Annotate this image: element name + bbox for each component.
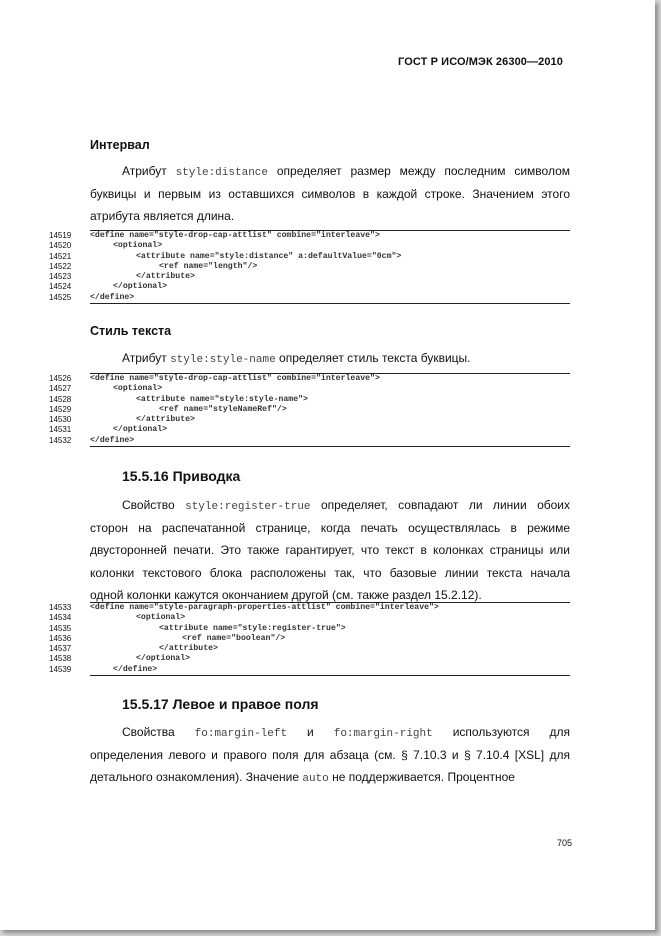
line-number: 14534 [49,613,72,623]
line-number: 14524 [49,282,72,292]
code-block-15-5-16 [49,602,570,676]
paragraph-text: двусторонней печати. Это также гарантирует, что текст в колонках страницы или [90,543,570,557]
paragraph-text: определяет стиль текста буквицы. [275,351,471,365]
code-line [49,633,570,644]
paragraph-line [90,494,570,517]
code-text: <optional> [113,384,163,394]
paragraph-text: Атрибут [122,351,171,365]
code-text: <attribute name="style:register-true"> [159,623,346,633]
code-line [49,394,570,405]
paragraph-line [90,347,570,370]
code-line [49,261,570,272]
paragraph-interval [90,160,570,228]
paragraph-line [90,539,570,562]
code-text: </define> [90,292,135,302]
paragraph-line [90,517,570,540]
code-line [49,425,570,435]
paragraph-line [90,160,570,183]
line-number: 14532 [49,435,72,445]
line-number: 14526 [49,374,72,383]
code-term: auto [302,773,329,785]
code-text: <ref name="length"/> [159,261,258,271]
paragraph-text: одной колонки кажутся окончанием другой (см. также раздел 15.2.12). [90,588,482,602]
code-line [49,613,570,623]
code-text: </define> [113,664,158,674]
line-number: 14519 [49,231,72,240]
paragraph-text: не поддерживается. Процентное [328,770,515,784]
line-number: 14535 [49,623,72,633]
paragraph-line [90,721,570,744]
code-text: <attribute name="style:distance" a:defaultValue="0cm"> [136,251,402,261]
code-text: </optional> [113,425,168,435]
line-number: 14538 [49,654,72,664]
code-line [49,404,570,415]
code-block-interval [49,230,570,304]
line-number: 14533 [49,603,72,612]
paragraph-line [90,744,570,767]
document-header: ГОСТ Р ИСО/МЭК 26300—2010 [398,56,563,68]
code-term: style:style-name [170,354,276,366]
code-text: <ref name="styleNameRef"/> [159,404,287,414]
paragraph-text: определяет, совпадают ли линии обоих [310,498,571,512]
code-text: <optional> [136,613,186,623]
code-line [49,415,570,425]
heading-interval: Интервал [90,138,150,152]
line-number: 14527 [49,384,72,394]
code-text: </attribute> [136,272,195,282]
paragraph-15-5-16 [90,494,570,607]
code-text: </optional> [136,654,191,664]
line-number: 14537 [49,644,72,654]
heading-15-5-17: 15.5.17 Левое и правое поля [122,696,319,712]
code-text: <ref name="boolean"/> [182,633,286,643]
line-number: 14529 [49,404,72,414]
line-number: 14530 [49,415,72,425]
code-line [49,251,570,262]
code-term: style:register-true [185,501,311,513]
code-line [49,231,570,241]
paragraph-line [90,766,570,789]
code-term: fo:margin-left [194,728,288,740]
line-number: 14520 [49,241,72,251]
code-text: </optional> [113,282,168,292]
code-text: </define> [90,435,135,445]
line-number: 14525 [49,292,72,302]
line-number: 14528 [49,394,72,404]
heading-15-5-16: 15.5.16 Приводка [122,468,241,484]
code-term: style:distance [175,167,268,179]
paragraph-text: Свойство [122,498,186,512]
code-line [49,603,570,613]
paragraph-line [90,562,570,585]
paragraph-text: сторон на распечатанной странице, когда печать осуществлялась в режиме [90,520,570,535]
code-line [49,374,570,384]
paragraph-text: определяет размер между последним символом [268,164,571,178]
code-line [49,623,570,634]
code-text: <optional> [113,241,163,251]
paragraph-text: Атрибут [122,164,176,178]
paragraph-text: определения левого и правого поля для абзаца (см. § 7.10.3 и § 7.10.4 [XSL] для [90,747,570,762]
paragraph-text-style [90,347,570,370]
code-line [49,384,570,394]
line-number: 14531 [49,425,72,435]
code-text: <attribute name="style:style-name"> [136,394,308,404]
line-number: 14523 [49,272,72,282]
code-line [49,654,570,664]
paragraph-line [90,183,570,206]
heading-text-style: Стиль текста [90,324,172,338]
page-number: 705 [557,838,573,848]
paragraph-line [90,205,570,228]
code-text: </attribute> [136,415,195,425]
paragraph-text: используются для [432,725,571,739]
code-line [49,241,570,251]
paragraph-15-5-17 [90,721,570,789]
paragraph-text: атрибута является длина. [90,209,235,223]
code-text: <define name="style-paragraph-properties-attlist" combine="interleave"> [90,603,439,612]
paragraph-text: буквицы и первым из оставшихся символов в каждой строке. Значением этого [90,186,570,201]
code-block-text-style [49,373,570,447]
paragraph-text: и [287,725,334,739]
line-number: 14536 [49,633,72,643]
code-line [49,272,570,282]
code-line [49,282,570,292]
code-line [49,664,570,675]
code-line [49,644,570,654]
line-number: 14539 [49,664,72,674]
code-term: fo:margin-right [333,728,433,740]
paragraph-text: детального ознакомления). Значение [90,770,303,784]
line-number: 14522 [49,261,72,271]
code-line [49,292,570,303]
paragraph-text: Свойства [122,725,195,739]
code-text: <define name="style-drop-cap-attlist" combine="interleave"> [90,231,380,240]
paragraph-text: колонки текстового блока расположены так, что базовые линии текста начала [90,565,570,580]
code-text: </attribute> [159,644,218,654]
code-text: <define name="style-drop-cap-attlist" combine="interleave"> [90,374,380,383]
code-line [49,435,570,446]
line-number: 14521 [49,251,72,261]
